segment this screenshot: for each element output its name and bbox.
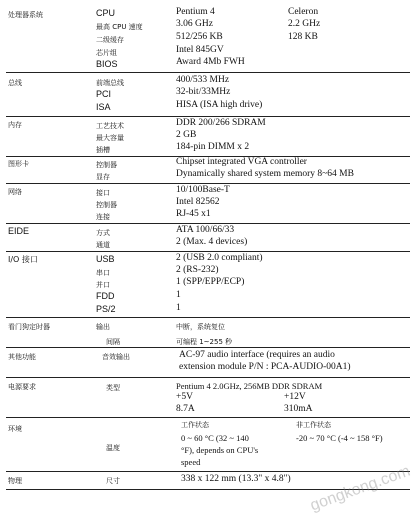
value-max-cpu-speed-p4: 3.06 GHz [176, 19, 213, 29]
value-operating-line1: 0 ~ 60 °C (32 ~ 140 [181, 433, 249, 443]
label-operating: 工作状态 [181, 421, 209, 429]
row-bus [6, 72, 410, 117]
value-non-operating: -20 ~ 70 °C (-4 ~ 158 °F) [296, 433, 383, 443]
value-l2-cache-p4: 512/256 KB [176, 32, 223, 42]
value-l2-cache-celeron: 128 KB [288, 32, 318, 42]
value-memory-max: 2 GB [176, 130, 197, 140]
value-power-config: Pentium 4 2.0GHz, 256MB DDR SDRAM [176, 381, 323, 391]
label-fsb: 前端总线 [96, 79, 124, 87]
row-watchdog [6, 317, 410, 348]
label-chipset: 芯片组 [96, 49, 117, 57]
category-eide: EIDE [8, 226, 30, 236]
row-environment [6, 417, 410, 472]
row-eide [6, 223, 410, 252]
category-graphics: 图形卡 [8, 160, 29, 168]
value-power-5v-current: 8.7A [176, 404, 195, 414]
value-cpu-celeron: Celeron [288, 7, 319, 17]
value-operating-line3: speed [181, 457, 201, 467]
category-physical: 物理 [8, 477, 22, 485]
label-memory-max: 最大容量 [96, 134, 124, 142]
value-network-controller: Intel 82562 [176, 197, 220, 207]
value-ps2: 1 [176, 303, 181, 313]
category-environment: 环境 [8, 425, 22, 433]
label-cpu: CPU [96, 8, 116, 18]
label-video-memory: 显存 [96, 173, 110, 181]
category-processor: 处理器系统 [8, 11, 43, 19]
row-io [6, 251, 410, 318]
label-non-operating: 非工作状态 [296, 421, 331, 429]
label-memory-slot: 插槽 [96, 146, 110, 154]
value-eide-channel: 2 (Max. 4 devices) [176, 237, 248, 247]
value-memory-slot: 184-pin DIMM x 2 [176, 142, 250, 152]
label-usb: USB [96, 254, 115, 264]
value-power-5v: +5V [176, 392, 193, 402]
value-bios: Award 4Mb FWH [176, 57, 245, 67]
label-memory-tech: 工艺技术 [96, 122, 124, 130]
row-memory [6, 116, 410, 157]
value-fsb: 400/533 MHz [176, 75, 230, 85]
row-other [6, 347, 410, 378]
row-power [6, 377, 410, 418]
label-bios: BIOS [96, 59, 118, 69]
value-eide-mode: ATA 100/66/33 [176, 225, 235, 235]
category-other: 其他功能 [8, 353, 36, 361]
label-ps2: PS/2 [96, 304, 116, 314]
value-dimensions: 338 x 122 mm (13.3" x 4.8") [181, 474, 291, 484]
category-watchdog: 看门狗定时器 [8, 323, 50, 331]
row-network [6, 183, 410, 224]
label-eide-mode: 方式 [96, 229, 110, 237]
value-isa: HISA (ISA high drive) [176, 100, 263, 110]
value-audio-line1: AC-97 audio interface (requires an audio [179, 350, 335, 360]
value-network-interface: 10/100Base-T [176, 185, 230, 195]
value-power-12v-current: 310mA [284, 404, 313, 414]
label-serial: 串口 [96, 269, 110, 277]
category-power: 电源要求 [8, 383, 36, 391]
category-memory: 内存 [8, 121, 22, 129]
label-eide-channel: 通道 [96, 241, 110, 249]
value-parallel: 1 (SPP/EPP/ECP) [176, 277, 245, 287]
value-watchdog-output: 中断，系统复位 [176, 323, 225, 331]
label-l2-cache: 二级缓存 [96, 36, 124, 44]
label-temperature: 温度 [106, 444, 120, 452]
label-dimensions: 尺寸 [106, 477, 120, 485]
label-network-controller: 控制器 [96, 201, 117, 209]
label-watchdog-interval: 间隔 [106, 338, 120, 346]
value-memory-tech: DDR 200/266 SDRAM [176, 118, 266, 128]
category-network: 网络 [8, 188, 22, 196]
label-pci: PCI [96, 89, 112, 99]
value-pci: 32-bit/33MHz [176, 87, 231, 97]
category-bus: 总线 [8, 79, 22, 87]
label-network-interface: 接口 [96, 189, 110, 197]
value-fdd: 1 [176, 290, 181, 300]
value-serial: 2 (RS-232) [176, 265, 219, 275]
value-power-12v: +12V [284, 392, 306, 402]
label-parallel: 并口 [96, 281, 110, 289]
value-usb: 2 (USB 2.0 compliant) [176, 253, 263, 263]
value-video-memory: Dynamically shared system memory 8~64 MB [176, 169, 354, 179]
value-operating-line2: °F), depends on CPU's [181, 445, 259, 455]
value-network-connector: RJ-45 x1 [176, 209, 211, 219]
label-graphics-controller: 控制器 [96, 161, 117, 169]
value-audio-line2: extension module P/N : PCA-AUDIO-00A1) [179, 362, 351, 372]
value-cpu-pentium4: Pentium 4 [176, 7, 215, 17]
value-chipset: Intel 845GV [176, 45, 224, 55]
label-watchdog-output: 输出 [96, 323, 110, 331]
watermark: gongkong.com [308, 462, 413, 515]
row-processor [6, 4, 410, 73]
label-power-type: 类型 [106, 384, 120, 392]
value-graphics-controller: Chipset integrated VGA controller [176, 157, 307, 167]
label-isa: ISA [96, 102, 111, 112]
value-watchdog-interval: 可编程 1~255 秒 [176, 338, 233, 346]
category-io: I/O 接口 [8, 255, 38, 264]
label-max-cpu-speed: 最高 CPU 速度 [96, 23, 143, 31]
row-graphics [6, 156, 410, 184]
label-audio-output: 音效输出 [102, 353, 130, 361]
value-max-cpu-speed-celeron: 2.2 GHz [288, 19, 321, 29]
label-network-connector: 连接 [96, 213, 110, 221]
label-fdd: FDD [96, 291, 115, 301]
